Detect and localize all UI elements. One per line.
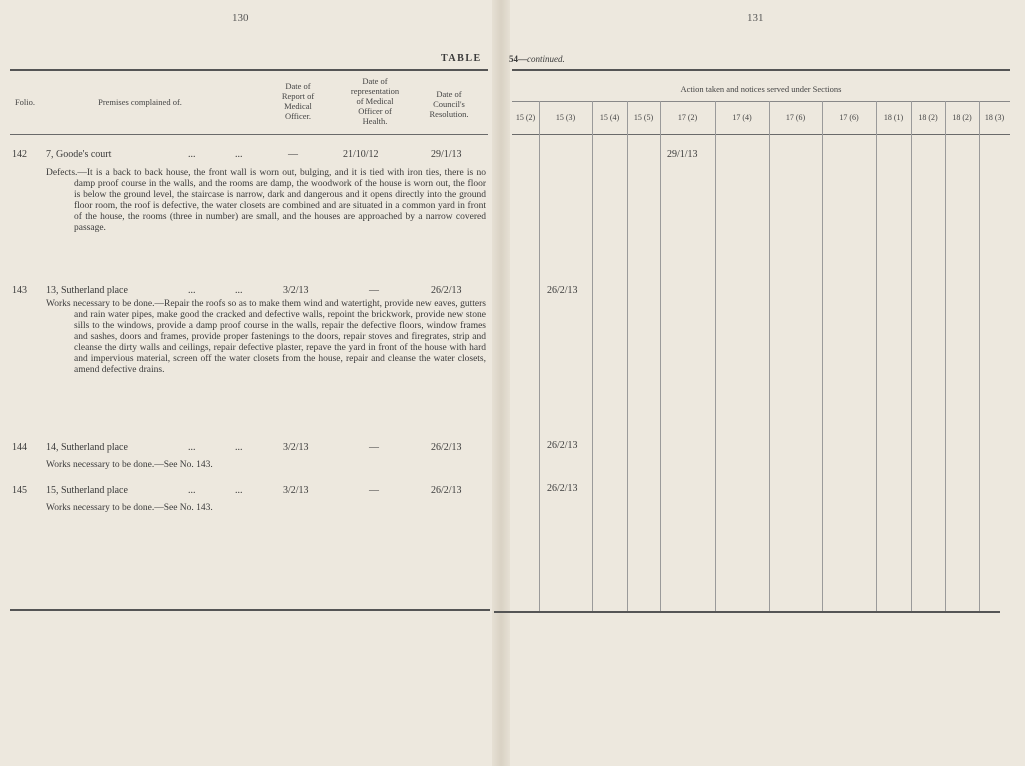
row-report-date: 3/2/13	[283, 285, 309, 296]
section-header: 18 (2)	[918, 113, 938, 122]
row-action-date: 26/2/13	[547, 285, 578, 296]
header-line: Medical	[284, 101, 312, 111]
header-date-report	[268, 81, 328, 121]
page-number-left: 130	[232, 12, 249, 24]
row-dots: ...	[188, 285, 196, 296]
row-folio: 145	[12, 485, 27, 496]
row-folio: 144	[12, 442, 27, 453]
row-report-date: 3/2/13	[283, 485, 309, 496]
section-header: 18 (3)	[984, 113, 1005, 122]
header-line: of Medical	[356, 96, 394, 106]
top-rule-right	[512, 69, 1010, 71]
section-header: 18 (2)	[952, 113, 972, 122]
row-dots: ...	[235, 485, 243, 496]
book-gutter	[492, 0, 510, 766]
row-details	[46, 299, 486, 376]
row-premises: 13, Sutherland place	[46, 285, 128, 296]
header-rule-left	[10, 134, 488, 135]
row-dots: ...	[235, 442, 243, 453]
row-action-date: 29/1/13	[667, 149, 698, 160]
header-line: Officer.	[284, 111, 312, 121]
row-report-date: 3/2/13	[283, 442, 309, 453]
header-rule-right	[512, 134, 1010, 135]
row-dots: ...	[235, 285, 243, 296]
table-number: 54—	[509, 54, 527, 64]
row-details-text: Defects.—It is a back to back house, the front wall is worn out, bulging, and it is tied with iron ties, there is no damp proof course in the walls, and the rooms are damp, the woodwork of the house is worn out, the floor is below the ground level, the staircase is narrow, dark and dangerous and it opens directly into the ground floor room, the roof is defective, the water closets are combined and are situated in a common yard in front of the house, the rooms (three in number) are small, and the houses are approached by a narrow covered passage.	[46, 168, 486, 233]
section-header: 15 (2)	[515, 113, 536, 122]
row-dots: ...	[188, 149, 196, 160]
header-line: Date of	[285, 81, 311, 91]
col-divider	[876, 101, 877, 611]
row-details-text: Works necessary to be done.—See No. 143.	[46, 460, 213, 470]
section-header: 15 (4)	[599, 113, 620, 122]
row-premises: 15, Sutherland place	[46, 485, 128, 496]
action-subrule	[512, 101, 1010, 102]
header-line: Health.	[362, 116, 388, 126]
row-details	[46, 460, 486, 471]
header-folio: Folio.	[14, 97, 36, 107]
section-header: 17 (2)	[677, 113, 698, 122]
col-divider	[715, 101, 716, 611]
header-line: Date of	[436, 89, 462, 99]
row-dots: ...	[235, 149, 243, 160]
col-divider	[911, 101, 912, 611]
row-dots: ...	[188, 485, 196, 496]
section-header: 17 (4)	[732, 113, 752, 122]
row-action-date: 26/2/13	[547, 440, 578, 451]
row-council-date: 29/1/13	[431, 149, 462, 160]
header-action: Action taken and notices served under Sections	[680, 84, 842, 94]
col-divider	[769, 101, 770, 611]
bottom-rule-left	[10, 609, 490, 611]
row-details	[46, 168, 486, 234]
section-header: 17 (6)	[839, 113, 859, 122]
row-council-date: 26/2/13	[431, 285, 462, 296]
col-divider	[822, 101, 823, 611]
page-number-right: 131	[747, 12, 764, 24]
col-divider	[979, 101, 980, 611]
row-council-date: 26/2/13	[431, 485, 462, 496]
section-header: 15 (5)	[633, 113, 654, 122]
header-date-council	[414, 89, 484, 119]
col-divider	[660, 101, 661, 611]
table-title-left: TABLE	[441, 53, 482, 64]
section-header: 15 (3)	[555, 113, 576, 122]
row-rep-moh-date: —	[369, 485, 379, 496]
row-rep-moh-date: —	[369, 442, 379, 453]
header-line: Report of	[281, 91, 315, 101]
row-details-text: Works necessary to be done.—Repair the roofs so as to make them wind and watertight, provide new eaves, gutters and rain water pipes, make good the cracked and defective walls, repoint the brickwork, provide new stone sills to the windows, provide a damp proof course in the walls, repair the defective floors, window frames and sashes, doors and frames, provide proper fastenings to the doors, repair stoves and firegrates, strip and cleanse the dirty walls and ceilings, repair defective plaster, repave the yard in front of the house with hard and impervious material, screen off the water closets from the house, repair and cleanse the water closets, amend defective drains.	[46, 299, 486, 375]
row-premises: 14, Sutherland place	[46, 442, 128, 453]
table-continued: continued.	[527, 54, 565, 64]
header-line: Resolution.	[429, 109, 469, 119]
header-premises: Premises complained of.	[98, 97, 182, 107]
header-line: Date of	[362, 76, 388, 86]
col-divider	[945, 101, 946, 611]
col-divider	[592, 101, 593, 611]
row-folio: 142	[12, 149, 27, 160]
header-date-rep-moh	[336, 76, 414, 126]
header-line: representation	[350, 86, 400, 96]
row-details	[46, 503, 486, 514]
row-report-date: —	[288, 149, 298, 160]
header-line: Officer of	[358, 106, 392, 116]
row-premises: 7, Goode's court	[46, 149, 112, 160]
header-line: Council's	[433, 99, 465, 109]
row-details-text: Works necessary to be done.—See No. 143.	[46, 503, 213, 513]
section-header: 17 (6)	[785, 113, 806, 122]
table-title-right	[509, 54, 565, 64]
col-divider	[627, 101, 628, 611]
section-header: 18 (1)	[883, 113, 904, 122]
row-folio: 143	[12, 285, 27, 296]
row-action-date: 26/2/13	[547, 483, 578, 494]
row-council-date: 26/2/13	[431, 442, 462, 453]
row-rep-moh-date: —	[369, 285, 379, 296]
bottom-rule-right	[494, 611, 1000, 613]
col-divider	[539, 101, 540, 611]
row-dots: ...	[188, 442, 196, 453]
row-rep-moh-date: 21/10/12	[343, 149, 379, 160]
top-rule-left	[10, 69, 488, 71]
